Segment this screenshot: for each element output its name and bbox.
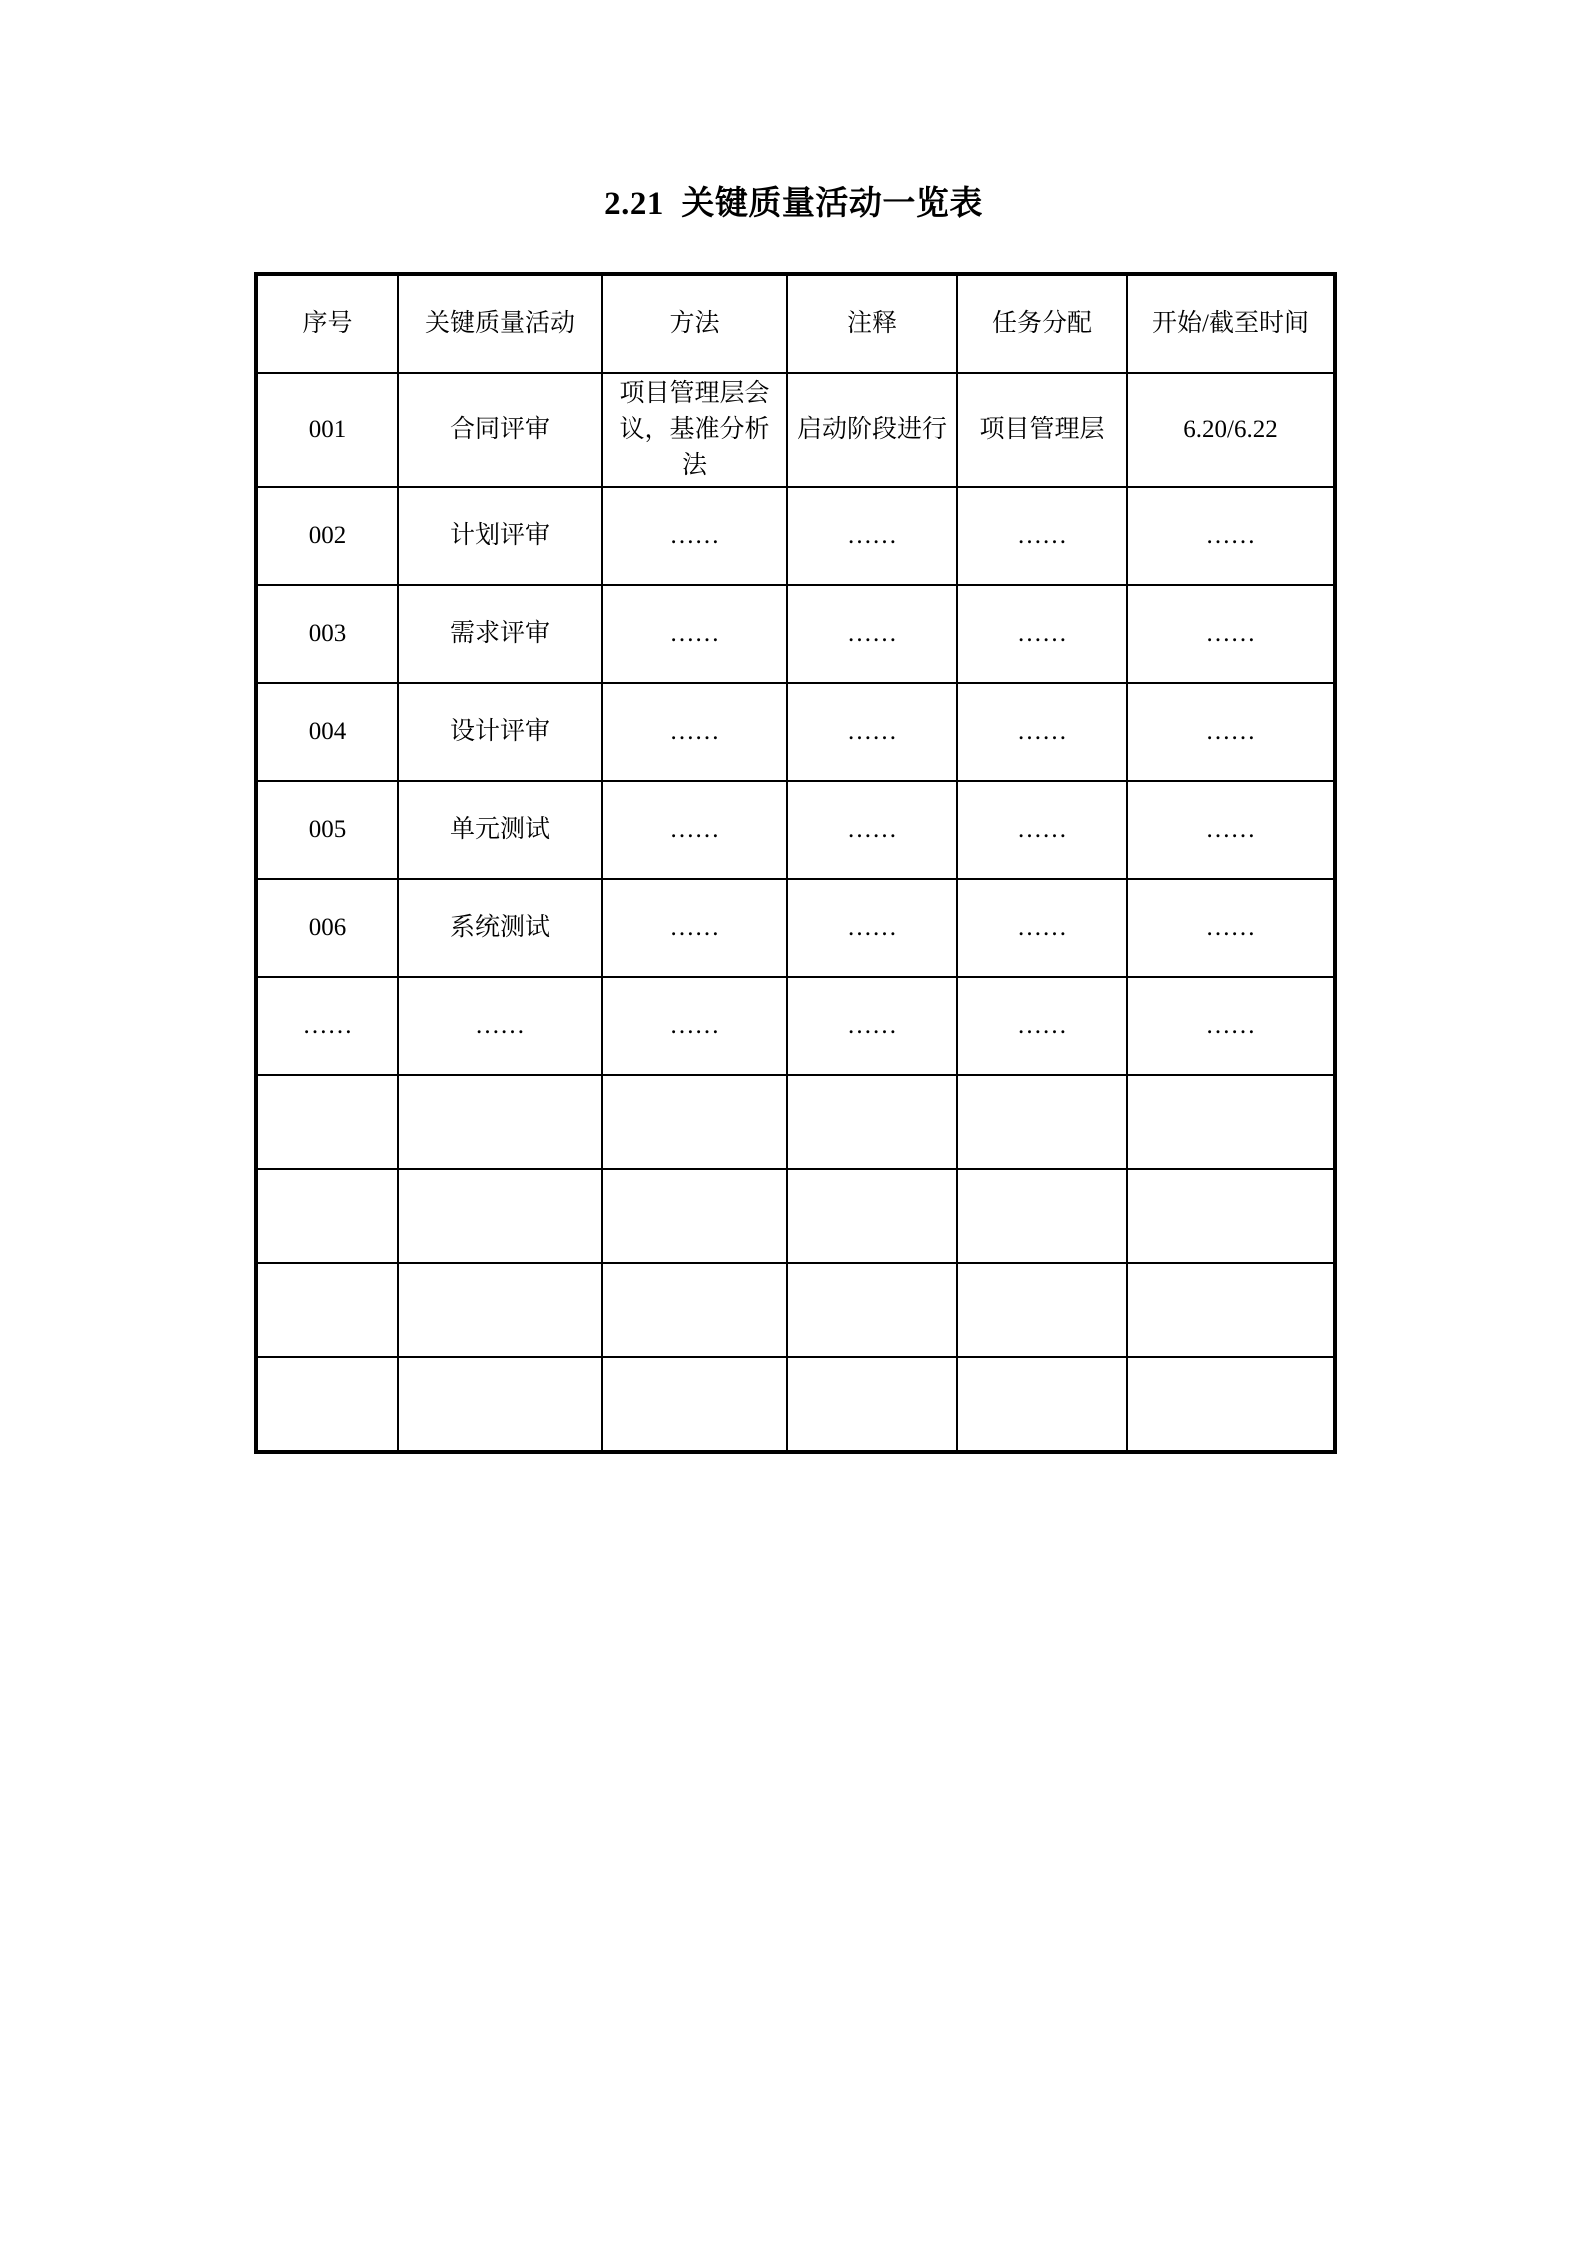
cell-remark: …… — [787, 879, 957, 977]
cell-schedule: …… — [1127, 977, 1335, 1075]
cell-activity — [398, 1263, 602, 1357]
cell-method: …… — [602, 585, 787, 683]
cell-schedule: …… — [1127, 781, 1335, 879]
cell-remark: 启动阶段进行 — [787, 373, 957, 487]
cell-activity: 计划评审 — [398, 487, 602, 585]
cell-assignee: …… — [957, 879, 1127, 977]
cell-remark — [787, 1075, 957, 1169]
column-header-method: 方法 — [602, 274, 787, 373]
cell-activity — [398, 1357, 602, 1452]
cell-activity — [398, 1169, 602, 1263]
table-header-row — [256, 274, 1335, 373]
cell-method: …… — [602, 487, 787, 585]
cell-remark — [787, 1263, 957, 1357]
cell-assignee — [957, 1263, 1127, 1357]
cell-schedule: …… — [1127, 683, 1335, 781]
cell-seq: 001 — [256, 373, 398, 487]
cell-assignee: …… — [957, 683, 1127, 781]
cell-method: 项目管理层会议，基准分析法 — [602, 373, 787, 487]
column-header-assignee: 任务分配 — [957, 274, 1127, 373]
key-quality-activities-table — [254, 272, 1337, 1454]
cell-schedule: 6.20/6.22 — [1127, 373, 1335, 487]
column-header-seq: 序号 — [256, 274, 398, 373]
cell-remark: …… — [787, 683, 957, 781]
cell-assignee — [957, 1357, 1127, 1452]
cell-assignee: …… — [957, 585, 1127, 683]
cell-schedule — [1127, 1169, 1335, 1263]
cell-activity: 单元测试 — [398, 781, 602, 879]
cell-seq: …… — [256, 977, 398, 1075]
cell-assignee: 项目管理层 — [957, 373, 1127, 487]
page-title: 2.21 关键质量活动一览表 — [604, 186, 983, 222]
cell-remark: …… — [787, 781, 957, 879]
cell-method: …… — [602, 781, 787, 879]
cell-schedule: …… — [1127, 879, 1335, 977]
table-row — [256, 487, 1335, 585]
cell-assignee — [957, 1075, 1127, 1169]
table-row — [256, 781, 1335, 879]
cell-assignee: …… — [957, 781, 1127, 879]
cell-schedule: …… — [1127, 487, 1335, 585]
table-row — [256, 1263, 1335, 1357]
cell-schedule — [1127, 1357, 1335, 1452]
cell-seq: 005 — [256, 781, 398, 879]
cell-assignee: …… — [957, 487, 1127, 585]
table-row — [256, 1357, 1335, 1452]
column-header-schedule: 开始/截至时间 — [1127, 274, 1335, 373]
cell-seq: 004 — [256, 683, 398, 781]
cell-seq: 002 — [256, 487, 398, 585]
cell-method: …… — [602, 683, 787, 781]
cell-schedule — [1127, 1075, 1335, 1169]
cell-method — [602, 1357, 787, 1452]
cell-method: …… — [602, 977, 787, 1075]
cell-method — [602, 1263, 787, 1357]
cell-remark — [787, 1169, 957, 1263]
cell-schedule — [1127, 1263, 1335, 1357]
cell-remark: …… — [787, 487, 957, 585]
cell-schedule: …… — [1127, 585, 1335, 683]
cell-assignee: …… — [957, 977, 1127, 1075]
table-row — [256, 879, 1335, 977]
table-row — [256, 683, 1335, 781]
table-row — [256, 373, 1335, 487]
cell-activity — [398, 1075, 602, 1169]
cell-seq: 003 — [256, 585, 398, 683]
cell-remark — [787, 1357, 957, 1452]
cell-method: …… — [602, 879, 787, 977]
table-row — [256, 977, 1335, 1075]
cell-seq: 006 — [256, 879, 398, 977]
cell-method — [602, 1075, 787, 1169]
cell-activity: 设计评审 — [398, 683, 602, 781]
table-row — [256, 585, 1335, 683]
cell-assignee — [957, 1169, 1127, 1263]
table-row — [256, 1169, 1335, 1263]
column-header-activity: 关键质量活动 — [398, 274, 602, 373]
cell-activity: 合同评审 — [398, 373, 602, 487]
cell-seq — [256, 1263, 398, 1357]
column-header-remark: 注释 — [787, 274, 957, 373]
cell-activity: 系统测试 — [398, 879, 602, 977]
cell-method — [602, 1169, 787, 1263]
cell-remark: …… — [787, 977, 957, 1075]
cell-activity: 需求评审 — [398, 585, 602, 683]
cell-remark: …… — [787, 585, 957, 683]
key-quality-activities-table-container — [254, 272, 1333, 1454]
cell-seq — [256, 1169, 398, 1263]
cell-seq — [256, 1357, 398, 1452]
table-body — [256, 373, 1335, 1452]
cell-seq — [256, 1075, 398, 1169]
table-row — [256, 1075, 1335, 1169]
cell-activity: …… — [398, 977, 602, 1075]
